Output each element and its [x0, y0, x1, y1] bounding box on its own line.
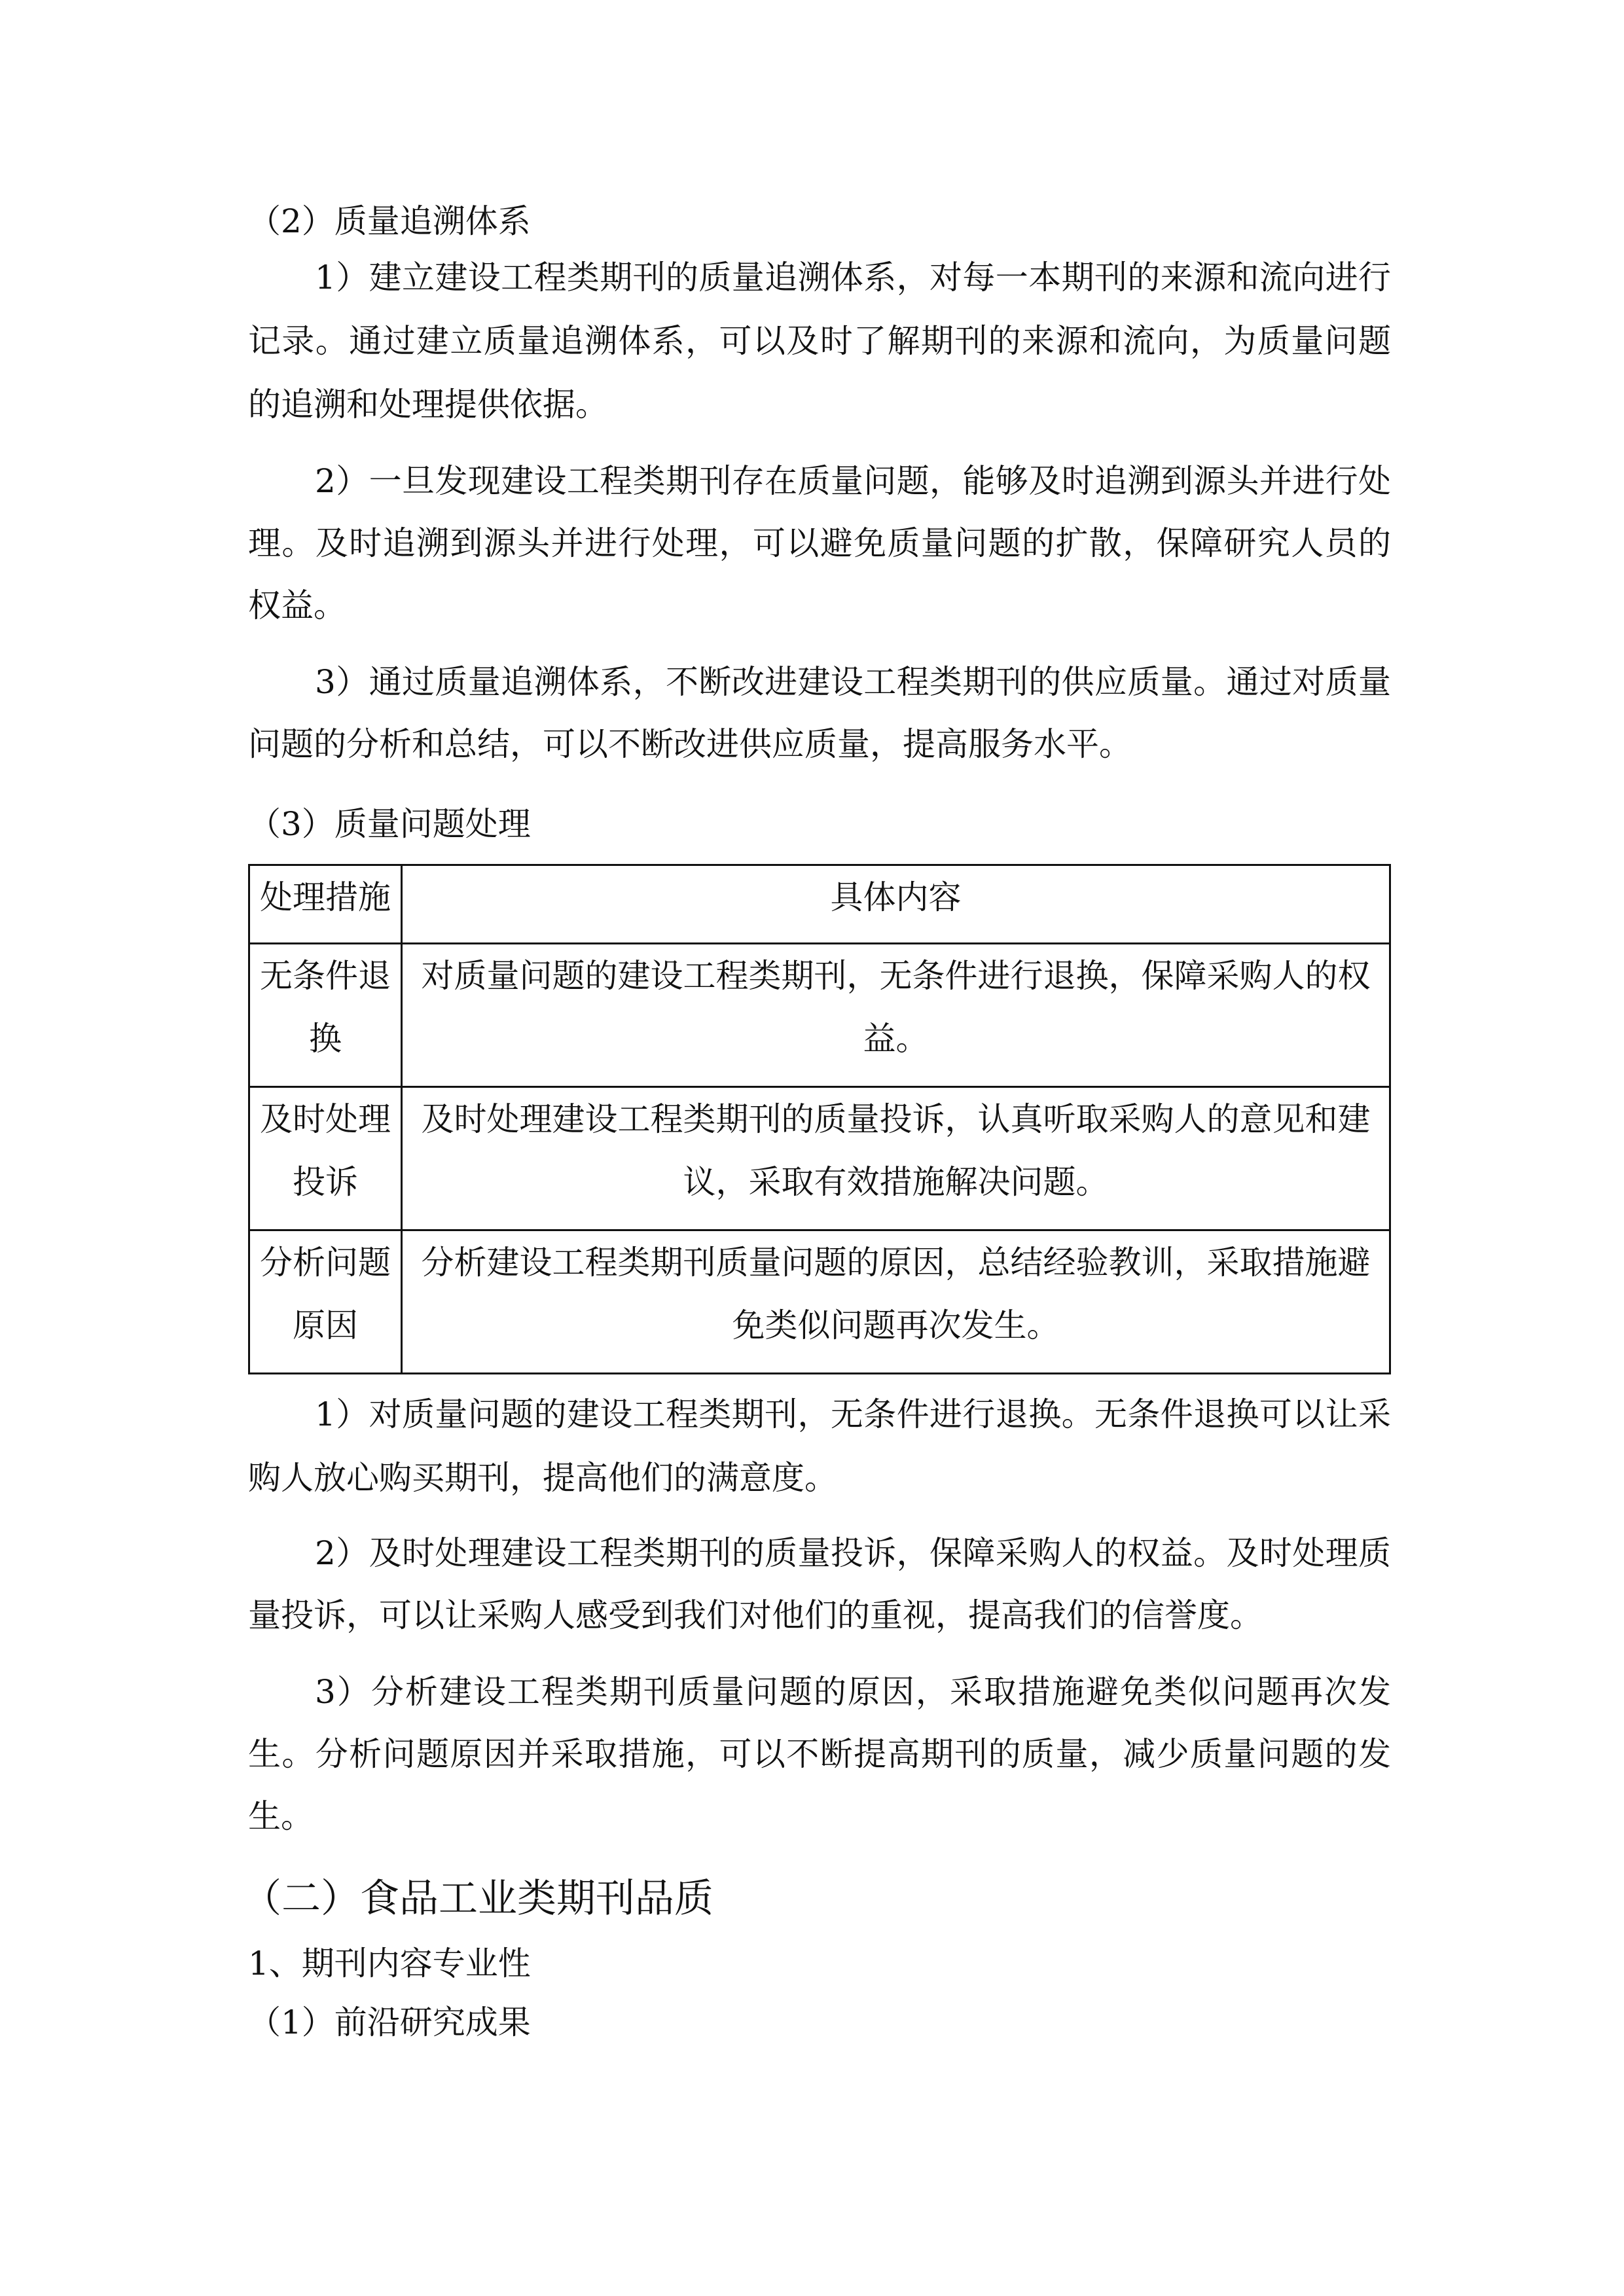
table-header-content: 具体内容: [402, 865, 1390, 944]
table-row: [249, 944, 1390, 1087]
section-heading-food-industry: （二）食品工业类期刊品质: [242, 1876, 713, 1922]
table-cell-measure: 分析问题原因: [249, 1230, 402, 1374]
table-row: [249, 1230, 1390, 1374]
table-cell-content: 分析建设工程类期刊质量问题的原因，总结经验教训，采取措施避免类似问题再次发生。: [402, 1230, 1390, 1374]
table-row: [249, 1087, 1390, 1230]
subheading-quality-issue-handling: （3）质量问题处理: [248, 805, 531, 843]
quality-handling-table: [248, 864, 1391, 1374]
table-header-measure: 处理措施: [249, 865, 402, 944]
table-cell-measure: 无条件退换: [249, 944, 402, 1087]
table-header-row: [249, 865, 1390, 944]
heading-frontier-research: （1）前沿研究成果: [248, 2003, 531, 2041]
table-cell-content: 对质量问题的建设工程类期刊，无条件进行退换，保障采购人的权益。: [402, 944, 1390, 1087]
heading-content-professionalism: 1、期刊内容专业性: [248, 1945, 531, 1982]
table-cell-measure: 及时处理投诉: [249, 1087, 402, 1230]
table-cell-content: 及时处理建设工程类期刊的质量投诉，认真听取采购人的意见和建议，采取有效措施解决问题。: [402, 1087, 1390, 1230]
subheading-quality-traceability: （2）质量追溯体系: [248, 202, 531, 240]
